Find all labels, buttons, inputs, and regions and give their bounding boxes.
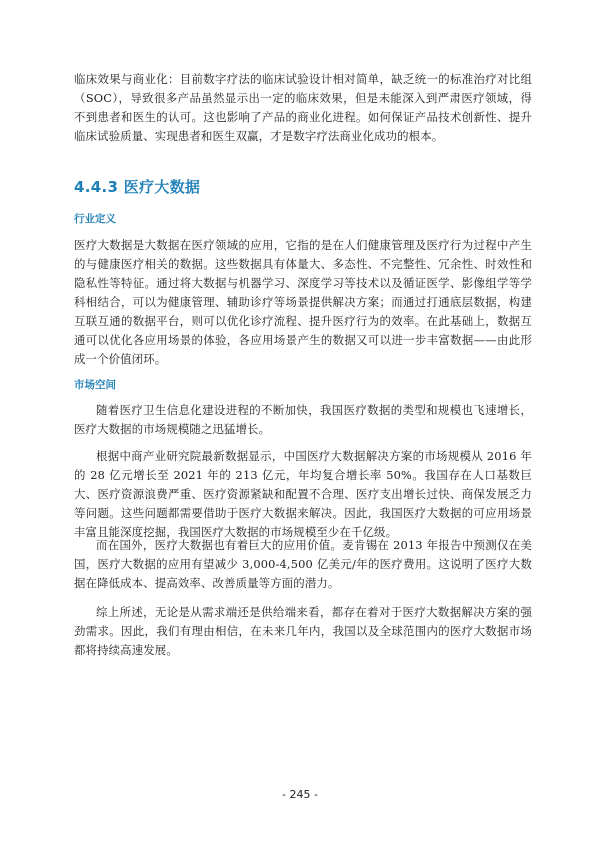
- industry-definition-paragraph: 医疗大数据是大数据在医疗领域的应用，它指的是在人们健康管理及医疗行为过程中产生的与健康医疗相关的数据。这些数据具有体量大、多态性、不完整性、冗余性、时效性和隐私性等特征。通过将大数据与机器学习、深度学习等技术以及循证医学、影像组学等学科相结合，可以为健康管理、辅助诊疗等场景提供解决方案；而通过打通底层数据，构建互联互通的数据平台，则可以优化诊疗流程、提升医疗行为的效率。在此基础上，数据互通可以优化各应用场景的体验，各应用场景产生的数据又可以进一步丰富数据——由此形成一个价值闭环。: [74, 238, 532, 366]
- market-space-paragraph-1: 随着医疗卫生信息化建设进程的不断加快，我国医疗数据的类型和规模也飞速增长，医疗大数据的市场规模随之迅猛增长。: [74, 403, 532, 436]
- intro-paragraph: 临床效果与商业化：目前数字疗法的临床试验设计相对简单，缺乏统一的标准治疗对比组（SOC），导致很多产品虽然显示出一定的临床效果，但是未能深入到严肃医疗领域，得不到患者和医生的认可。这也影响了产品的商业化进程。如何保证产品技术创新性、提升临床试验质量、实现患者和医生双赢，才是数字疗法商业化成功的根本。: [74, 72, 532, 143]
- market-space-heading: 市场空间: [74, 379, 116, 391]
- market-space-paragraph-2: 根据中商产业研究院最新数据显示，中国医疗大数据解决方案的市场规模从 2016 年的 28 亿元增长至 2021 年的 213 亿元，年均复合增长率 50%。我国存在人口基数巨大、医疗资源浪费严重、医疗资源紧缺和配置不合理、医疗支出增长过快、商保发展乏力等问题。这些问题都需要借助于医疗大数据来解决。因此，我国医疗大数据的可应用场景丰富且能深度挖掘，我国医疗大数据的市场规模至少在千亿级。: [74, 449, 532, 539]
- market-space-paragraph-4: 综上所述，无论是从需求端还是供给端来看，都存在着对于医疗大数据解决方案的强劲需求。因此，我们有理由相信，在未来几年内，我国以及全球范围内的医疗大数据市场都将持续高速发展。: [74, 605, 532, 657]
- section-title: 4.4.3 医疗大数据: [74, 178, 201, 196]
- industry-definition-heading: 行业定义: [74, 213, 116, 225]
- page-number: - 245 -: [282, 788, 318, 801]
- market-space-paragraph-3: 而在国外，医疗大数据也有着巨大的应用价值。麦肯锡在 2013 年报告中预测仅在美国，医疗大数据的应用有望减少 3,000-4,500 亿美元/年的医疗费用。这说明了医疗大数据在降低成本、提高效率、改善质量等方面的潜力。: [74, 538, 532, 590]
